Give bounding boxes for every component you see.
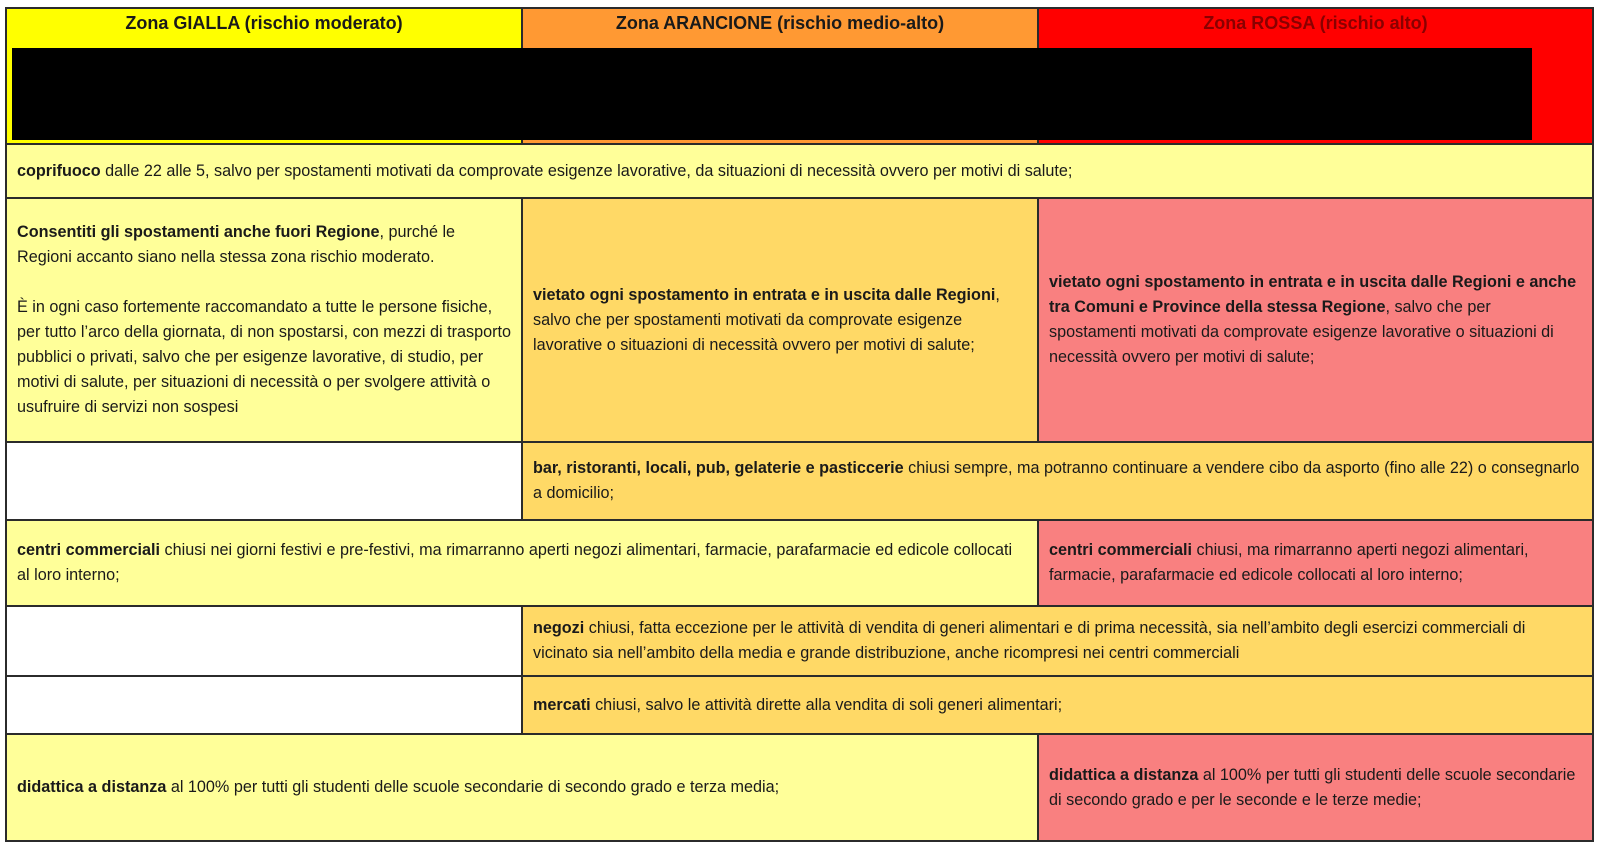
spostamenti-yellow-text2: È in ogni caso fortemente raccomandato a tutte le persone fisiche, per tutto l’arco della giornata, di non spostarsi, con mezzi di trasporto pubblici o privati, salvo che per esigenze lavorative, di studio, per motivi di salute, per situazioni di necessità o per svolgere attività o usufruire di servizi non sospesi <box>17 298 511 416</box>
row-mercati <box>6 676 1593 734</box>
mercati-bold: mercati <box>533 695 591 714</box>
cell-spostamenti-yellow <box>6 198 522 442</box>
didattica-yo-text: al 100% per tutti gli studenti delle scuole secondarie di secondo grado e terza media; <box>166 778 780 796</box>
coprifuoco-bold: coprifuoco <box>17 161 101 180</box>
row-didattica <box>6 734 1593 841</box>
row-negozi <box>6 606 1593 676</box>
cell-centri-red <box>1038 520 1593 606</box>
didattica-yo-bold: didattica a distanza <box>17 778 167 796</box>
spostamenti-red-bold: vietato ogni spostamento in entrata e in uscita dalle Regioni e anche tra Comuni e Province della stessa Regione <box>1049 273 1577 316</box>
spostamenti-yellow-bold: Consentiti gli spostamenti anche fuori Regione <box>17 223 380 241</box>
centri-red-bold: centri commerciali <box>1049 541 1193 559</box>
cell-centri-yellow-orange <box>6 520 1038 606</box>
header-red-zone: Zona ROSSA (rischio alto) <box>1038 8 1593 144</box>
row-spostamenti <box>6 198 1593 442</box>
cell-bar-empty <box>6 442 522 520</box>
centri-yo-text: chiusi nei giorni festivi e pre-festivi, ma rimarranno aperti negozi alimentari, farmacie, parafarmacie ed edicole collocati al loro interno; <box>17 541 1013 584</box>
cell-coprifuoco <box>6 144 1593 198</box>
centri-red-text: chiusi, ma rimarranno aperti negozi alimentari, farmacie, parafarmacie ed edicole collocati al loro interno; <box>1049 541 1529 584</box>
cell-negozi-empty <box>6 606 522 676</box>
didattica-red-bold: didattica a distanza <box>1049 765 1199 784</box>
row-coprifuoco <box>6 144 1593 198</box>
cell-negozi <box>522 606 1593 676</box>
centri-yo-bold: centri commerciali <box>17 541 161 559</box>
cell-didattica-red <box>1038 734 1593 841</box>
row-centri <box>6 520 1593 606</box>
cell-mercati-empty <box>6 676 522 734</box>
didattica-red-text: al 100% per tutti gli studenti delle scuole secondarie di secondo grado e per le seconde e le terze medie; <box>1049 765 1576 809</box>
negozi-bold: negozi <box>533 619 585 637</box>
cell-spostamenti-red <box>1038 198 1593 442</box>
spostamenti-red-text: , salvo che per spostamenti motivati da comprovate esigenze lavorative o situazioni di necessità ovvero per motivi di salute; <box>1049 298 1554 366</box>
spostamenti-yellow-text: , purché le Regioni accanto siano nella stessa zona rischio moderato. <box>17 223 456 266</box>
redaction-bar <box>12 48 1532 140</box>
cell-spostamenti-orange <box>522 198 1038 442</box>
spostamenti-orange-bold: vietato ogni spostamento in entrata e in uscita dalle Regioni <box>533 285 996 304</box>
header-orange-zone: Zona ARANCIONE (rischio medio-alto) <box>522 8 1038 144</box>
cell-didattica-yellow-orange <box>6 734 1038 841</box>
coprifuoco-text: dalle 22 alle 5, salvo per spostamenti motivati da comprovate esigenze lavorative, da situazioni di necessità ovvero per motivi di salute; <box>100 161 1073 180</box>
bar-bold: bar, ristoranti, locali, pub, gelaterie e pasticcerie <box>533 459 904 477</box>
row-bar <box>6 442 1593 520</box>
cell-mercati <box>522 676 1593 734</box>
bar-text: chiusi sempre, ma potranno continuare a vendere cibo da asporto (fino alle 22) o consegnarlo a domicilio; <box>533 459 1580 502</box>
header-yellow-zone: Zona GIALLA (rischio moderato) <box>6 8 522 144</box>
cell-bar <box>522 442 1593 520</box>
negozi-text: chiusi, fatta eccezione per le attività di vendita di generi alimentari e di prima necessità, sia nell’ambito degli esercizi commerciali di vicinato sia nell’ambito della media e grande distribuzione, anche ricompresi nei centri commerciali <box>533 619 1526 662</box>
mercati-text: chiusi, salvo le attività dirette alla vendita di soli generi alimentari; <box>590 695 1063 714</box>
spostamenti-orange-text: , salvo che per spostamenti motivati da comprovate esigenze lavorative o situazioni di necessità ovvero per motivi di salute; <box>533 285 1000 354</box>
